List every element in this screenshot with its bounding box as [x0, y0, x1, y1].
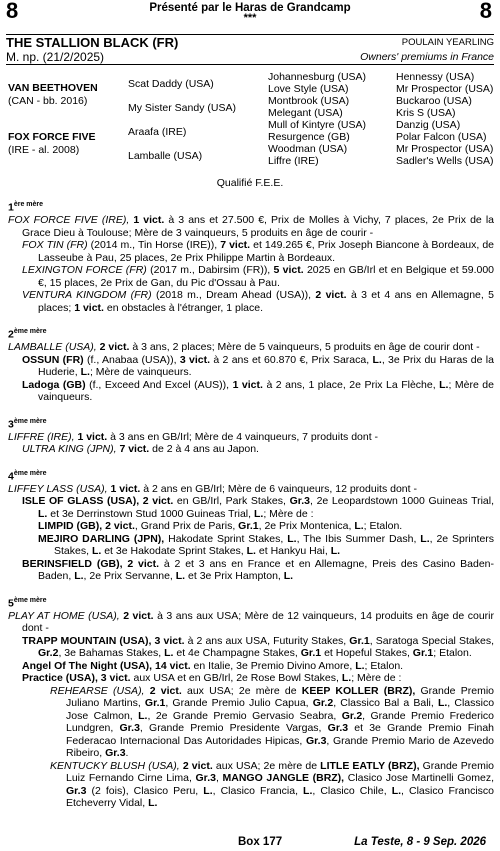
- qualification: Qualifié F.E.E.: [216, 177, 284, 189]
- pedigree-gen3: Mull of Kintyre (USA): [268, 119, 367, 131]
- pedigree-gen3: Love Style (USA): [268, 83, 349, 95]
- pedigree-gen3: Melegant (USA): [268, 107, 343, 119]
- dam-record: LIFFRE (IRE), 1 vict. à 3 ans en GB/Irl; Mère de 4 vainqueurs, 7 produits dont -: [8, 430, 379, 443]
- sale-place-date: La Teste, 8 - 9 Sep. 2026: [354, 836, 486, 848]
- produce-entry: ISLE OF GLASS (USA), 2 vict. en GB/Irl, Park Stakes, Gr.3, 2e Leopardstown 1000 Guineas Trial, L. et 3e Derrinstown Stud 1000 Guineas Trial, L.; Mère de :: [22, 495, 495, 520]
- pedigree-table: [0, 0, 500, 200]
- dam-record: PLAY AT HOME (USA), 2 vict. à 3 ans aux USA; Mère de 12 vainqueurs, 14 produits en âge de courir dont -: [8, 609, 494, 634]
- horse-sex-date: M. np. (21/2/2025): [6, 50, 105, 64]
- produce-entry: Angel Of The Night (USA), 14 vict. en Italie, 3e Premio Divino Amore, L.; Etalon.: [22, 659, 404, 672]
- pedigree-gen4: Danzig (USA): [396, 119, 461, 131]
- owners-premiums: Owners' premiums in France: [360, 51, 494, 63]
- section-title: $2^{ème mère}$: [8, 328, 47, 341]
- pedigree-gen3: Johannesburg (USA): [268, 71, 367, 83]
- fifth-dam-section: [8, 595, 494, 810]
- pedigree-gen3: Woodman (USA): [268, 143, 348, 155]
- third-dam-section: [8, 416, 494, 456]
- pedigree-gen4: Kris S (USA): [396, 107, 456, 119]
- dam-name: FOX FORCE FIVE: [8, 131, 96, 143]
- pedigree-gen3: Montbrook (USA): [268, 95, 350, 107]
- pedigree-gen4: Mr Prospector (USA): [396, 83, 494, 95]
- pedigree-gen4: Mr Prospector (USA): [396, 143, 494, 155]
- horse-name: THE STALLION BLACK (FR): [6, 35, 179, 50]
- produce-entry: Practice (USA), 3 vict. aux USA et en GB/Irl, 2e Rose Bowl Stakes, L.; Mère de :: [22, 672, 402, 684]
- dam-detail: (IRE - al. 2008): [8, 144, 80, 156]
- produce-entry: KENTUCKY BLUSH (USA), 2 vict. aux USA; 2e mère de LITLE EATLY (BRZ), Grande Premio Luiz Fernando Cirne Lima, Gr.3, MANGO JANGLE (BRZ), Clasico Jose Martinelli Gomez, Gr.3 (2 fois), Clasico Peru, L., Clasico Francia, L., Clasico Chile, L., Clasico Francisco Etcheverry Vidal, L.: [50, 759, 495, 809]
- produce-entry: MEJIRO DARLING (JPN), Hakodate Sprint Stakes, L., The Ibis Summer Dash, L., 2e Sprinters Stakes, L. et 3e Hakodate Sprint Stakes, L. et Hankyu Hai, L.: [38, 532, 495, 557]
- dam-record: LAMBALLE (USA), 2 vict. à 3 ans, 2 places; Mère de 5 vainqueurs, 5 produits en âge de courir dont -: [8, 341, 480, 353]
- pedigree-gen2: Scat Daddy (USA): [128, 78, 214, 90]
- pedigree-gen4: Polar Falcon (USA): [396, 131, 487, 143]
- pedigree-gen4: Sadler's Wells (USA): [396, 155, 494, 167]
- section-title: $5^{ème mère}$: [8, 596, 47, 609]
- pedigree-gen3: Resurgence (GB): [268, 131, 350, 143]
- sale-type: POULAIN YEARLING: [401, 37, 494, 48]
- produce-entry: TRAPP MOUNTAIN (USA), 3 vict. à 2 ans aux USA, Futurity Stakes, Gr.1, Saratoga Special Stakes, Gr.2, 3e Bahamas Stakes, L. et 4e Champagne Stakes, Gr.1 et Hopeful Stakes, Gr.1; Etalon.: [22, 634, 494, 659]
- section-title: $1^{ère mère}$: [8, 201, 44, 214]
- produce-record: [8, 199, 494, 810]
- produce-entry: VENTURA KINGDOM (FR) (2018 m., Dream Ahead (USA)), 2 vict. à 3 et 4 ans en Allemagne, 5 places; 1 vict. en obstacles à l'étranger, 1 place.: [22, 289, 494, 314]
- second-dam-section: [8, 326, 494, 404]
- sire-detail: (CAN - bb. 2016): [8, 95, 88, 107]
- sire-name: VAN BEETHOVEN: [8, 82, 98, 94]
- box-number: Box 177: [238, 836, 283, 848]
- produce-entry: FOX TIN (FR) (2014 m., Tin Horse (IRE)), 7 vict. et 149.265 €, Prix Joseph Biancone à Bordeaux, de Lasseube à Pau, 25 places, 2e Prix Philippe Martin à Bordeaux.: [22, 239, 495, 264]
- lot-number-left: 8: [6, 0, 19, 23]
- consignor-stars: ***: [243, 12, 257, 24]
- produce-entry: OSSUN (FR) (f., Anabaa (USA)), 3 vict. à 2 ans et 60.870 €, Prix Saraca, L., 3e Prix du Haras de la Huderie, L.; Mère de vainqueurs.: [22, 353, 494, 378]
- pedigree-gen2: Araafa (IRE): [128, 126, 187, 138]
- pedigree-gen2: My Sister Sandy (USA): [128, 102, 236, 114]
- pedigree-gen4: Hennessy (USA): [396, 71, 475, 83]
- produce-entry: BERINSFIELD (GB), 2 vict. à 2 et 3 ans en France et en Allemagne, Preis des Casino Baden-Baden, L., 2e Prix Servanne, L. et 3e Prix Hampton, L.: [22, 557, 494, 582]
- dam-record: LIFFEY LASS (USA), 1 vict. à 2 ans en GB/Irl; Mère de 6 vainqueurs, 12 produits dont -: [8, 482, 417, 495]
- produce-entry: LEXINGTON FORCE (FR) (2017 m., Dabirsim (FR)), 5 vict. 2025 en GB/Irl et en Belgique et 59.000 €, 15 places, 2e Prix de Gan, du Pic d'Ossau à Pau.: [22, 264, 495, 289]
- produce-entry: Ladoga (GB) (f., Exceed And Excel (AUS)), 1 vict. à 2 ans, 1 place, 2e Prix La Flèche, L.; Mère de vainqueurs.: [22, 378, 494, 403]
- fourth-dam-section: [8, 468, 494, 583]
- lot-number-right: 8: [479, 0, 492, 23]
- section-title: $3^{ème mère}$: [8, 417, 47, 430]
- consignor-line: Présenté par le Haras de Grandcamp: [149, 2, 351, 14]
- pedigree-gen3: Liffre (IRE): [268, 155, 319, 167]
- produce-entry: REHEARSE (USA), 2 vict. aux USA; 2e mère de KEEP KOLLER (BRZ), Grande Premio Juliano Martins, Gr.1, Grande Premio Julio Capua, Gr.2, Classico Bal a Bali, L., Classico Jose Calmon, L., 2e Grande Premio Gervasio Seabra, Gr.2, Grande Premio Frederico Lundgren, Gr.3, Grande Premio Presidente Vargas, Gr.3 et 3e Grande Premio Finah Federacao Internacional Das Autoridades Hipicas, Gr.3, Grande Premio Mario de Azevedo Ribeiro, Gr.3.: [50, 684, 495, 759]
- pedigree-gen4: Buckaroo (USA): [396, 95, 472, 107]
- dam-record: FOX FORCE FIVE (IRE), 1 vict. à 3 ans et 27.500 €, Prix de Molles à Vichy, 7 places, 2e Prix de la Grace Dieu à Toulouse; Mère de 3 vainqueurs, 5 produits en âge de courir -: [8, 214, 494, 239]
- produce-entry: ULTRA KING (JPN), 7 vict. de 2 à 4 ans au Japon.: [22, 443, 259, 455]
- produce-entry: LIMPID (GB), 2 vict., Grand Prix de Paris, Gr.1, 2e Prix Montenica, L.; Etalon.: [38, 520, 403, 532]
- pedigree-gen2: Lamballe (USA): [128, 150, 203, 162]
- first-dam-section: [8, 199, 494, 314]
- section-title: $4^{ème mère}$: [8, 469, 47, 482]
